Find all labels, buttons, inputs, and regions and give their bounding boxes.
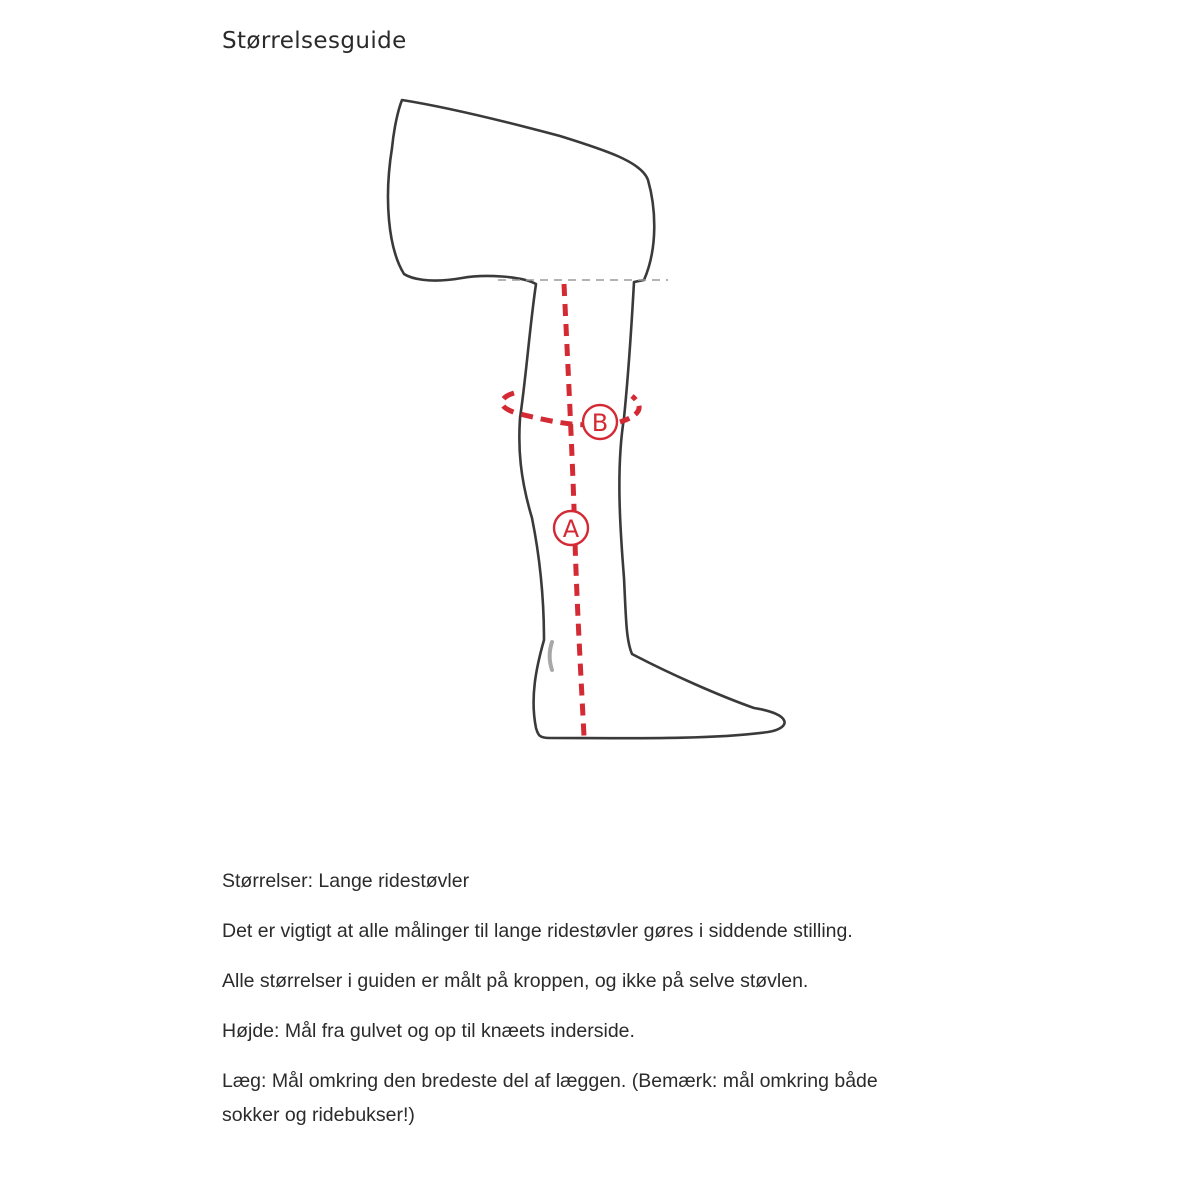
leg-measurement-diagram: [380, 88, 800, 748]
paragraph-body-measure: Alle størrelser i guiden er målt på kroppen, og ikke på selve støvlen.: [222, 970, 809, 992]
achilles-mark: [550, 642, 552, 670]
height-measure-line: [564, 284, 584, 736]
paragraph-seated: Det er vigtigt at alle målinger til lange ridestøvler gøres i siddende stilling.: [222, 920, 853, 942]
section-heading: Størrelser: Lange ridestøvler: [222, 870, 470, 892]
marker-b: [583, 405, 617, 439]
marker-a: [554, 511, 588, 545]
marker-b-label: B: [591, 409, 609, 437]
marker-a-label: A: [562, 515, 580, 543]
paragraph-height: Højde: Mål fra gulvet og op til knæets inderside.: [222, 1020, 635, 1042]
size-guide-text: [222, 864, 922, 1148]
paragraph-calf: Læg: Mål omkring den bredeste del af læggen. (Bemærk: mål omkring både sokker og ridebukser!): [222, 1070, 878, 1126]
page-title: Størrelsesguide: [222, 28, 407, 54]
calf-measure-line: [502, 393, 596, 425]
